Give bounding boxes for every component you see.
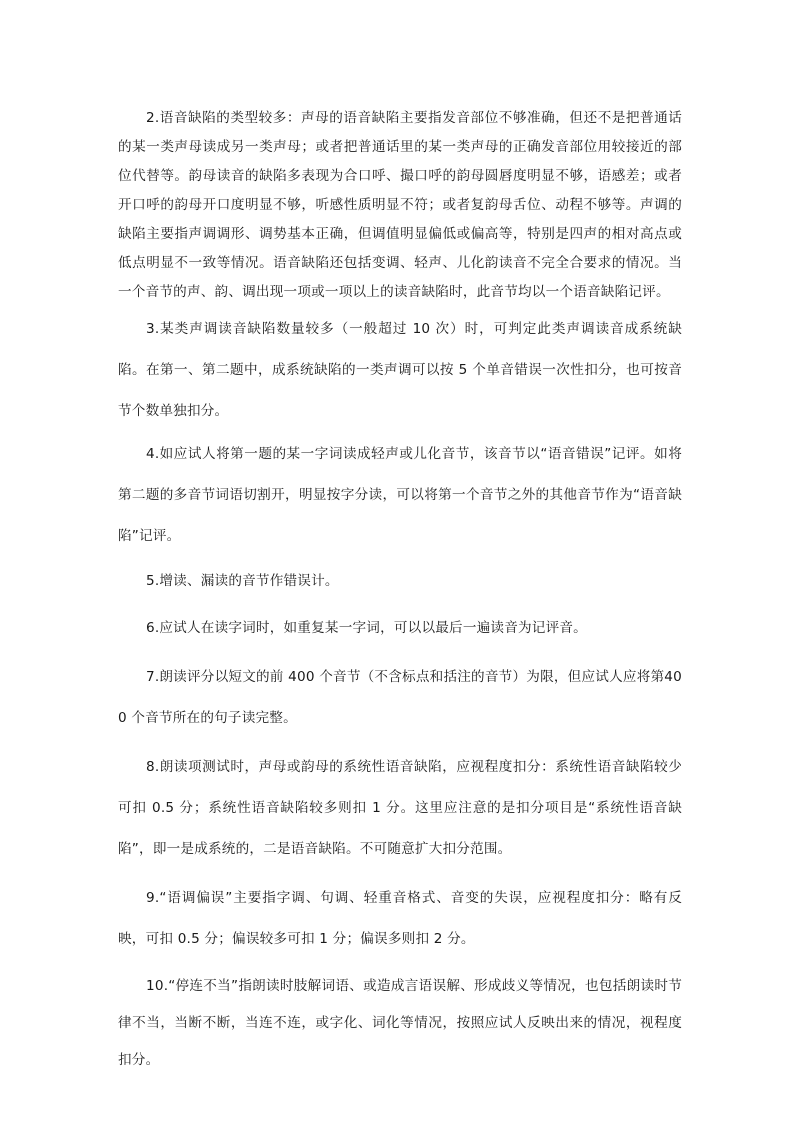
paragraph-10-pause-errors: 10.“停连不当”指朗读时肢解词语、或造成言语误解、形成歧义等情况，也包括朗读时节律不当，当断不断，当连不连，或字化、词化等情况，按照应试人反映出来的情况，视程度扣分。	[118, 978, 682, 1068]
paragraph-3-tone-system-defect: 3.某类声调读音缺陷数量较多（一般超过 10 次）时，可判定此类声调读音成系统缺陷。在第一、第二题中，成系统缺陷的一类声调可以按 5 个单音错误一次性扣分，也可按音节个数单独扣分。	[118, 321, 682, 419]
paragraph-2-speech-defect-types: 2.语音缺陷的类型较多：声母的语音缺陷主要指发音部位不够准确，但还不是把普通话的某一类声母读成另一类声母；或者把普通话里的某一类声母的正确发音部位用较接近的部位代替等。韵母读音的缺陷多表现为合口呼、撮口呼的韵母圆唇度明显不够，语感差；或者开口呼的韵母开口度明显不够，听感性质明显不符；或者复韵母舌位、动程不够等。声调的缺陷主要指声调调形、调势基本正确，但调值明显偏低或偏高等，特别是四声的相对高点或低点明显不一致等情况。语音缺陷还包括变调、轻声、儿化韵读音不完全合要求的情况。当一个音节的声、韵、调出现一项或一项以上的读音缺陷时，此音节均以一个语音缺陷记评。	[118, 110, 682, 300]
paragraph-6-repeated-words: 6.应试人在读字词时，如重复某一字词，可以以最后一遍读音为记评音。	[146, 620, 587, 636]
paragraph-5-extra-missing-syllables: 5.增读、漏读的音节作错误计。	[146, 573, 339, 589]
paragraph-4-neutral-tone-error: 4.如应试人将第一题的某一字词读成轻声或儿化音节，该音节以“语音错误”记评。如将第二题的多音节词语切割开，明显按字分读，可以将第一个音节之外的其他音节作为“语音缺陷”记评。	[118, 446, 682, 544]
document-body	[118, 104, 682, 1085]
paragraph-7-reading-scoring-limit: 7.朗读评分以短文的前 400 个音节（不含标点和括注的音节）为限，但应试人应将第400 个音节所在的句子读完整。	[118, 669, 682, 726]
paragraph-8-systematic-defects: 8.朗读项测试时，声母或韵母的系统性语音缺陷，应视程度扣分：系统性语音缺陷较少可扣 0.5 分；系统性语音缺陷较多则扣 1 分。这里应注意的是扣分项目是“系统性语音缺陷”，即一是成系统的，二是语音缺陷。不可随意扩大扣分范围。	[118, 759, 682, 857]
paragraph-9-intonation-errors: 9.“语调偏误”主要指字调、句调、轻重音格式、音变的失误，应视程度扣分：略有反映，可扣 0.5 分；偏误较多可扣 1 分；偏误多则扣 2 分。	[118, 890, 682, 947]
